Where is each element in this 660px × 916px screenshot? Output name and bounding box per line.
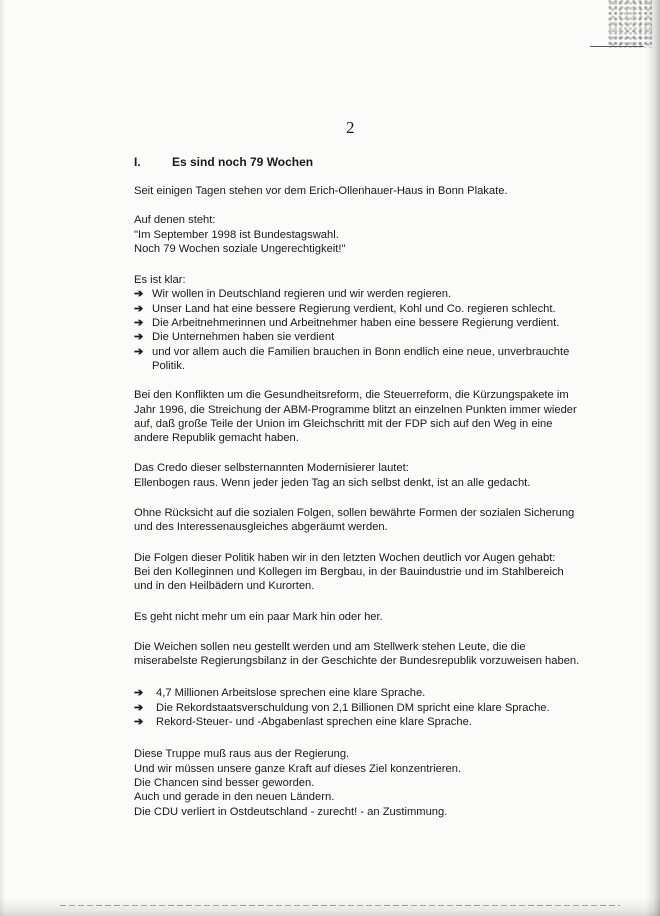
arrow-icon: ➔ [134, 317, 144, 330]
arrow-icon: ➔ [134, 716, 144, 729]
list-item-text: und vor allem auch die Familien brauchen in Bonn endlich eine neue, unverbrauchte Politik. [152, 345, 570, 372]
paragraph-line: Auf denen steht: [134, 214, 216, 227]
section-number: I. [134, 155, 141, 169]
arrow-icon: ➔ [134, 288, 144, 301]
list-item-text: Wir wollen in Deutschland regieren und wir werden regieren. [152, 288, 452, 301]
paragraph-line: Die Chancen sind besser geworden. [134, 776, 315, 789]
arrow-icon: ➔ [134, 345, 144, 358]
paragraph-line: Bei den Kolleginnen und Kollegen im Bergbau, in der Bauindustrie und im Stahlbereich und in den Heilbädern und Kurorten. [134, 565, 564, 593]
list-item-text: Rekord-Steuer- und -Abgabenlast sprechen eine klare Sprache. [156, 716, 472, 729]
list-item [134, 686, 584, 700]
section-title: Es sind noch 79 Wochen [172, 155, 314, 169]
quote-line: "Im September 1998 ist Bundestagswahl. [134, 228, 339, 241]
paragraph [134, 747, 584, 818]
list-item-text: Unser Land hat eine bessere Regierung verdient, Kohl und Co. regieren schlecht. [152, 302, 556, 315]
list-item [134, 715, 584, 729]
arrow-icon: ➔ [134, 701, 144, 714]
paragraph-line: Und wir müssen unsere ganze Kraft auf dieses Ziel konzentrieren. [134, 762, 462, 775]
list-intro: Es ist klar: [134, 274, 186, 287]
section-heading [134, 155, 313, 169]
paragraph [134, 551, 584, 594]
list-item [134, 330, 584, 344]
paragraph: Bei den Konflikten um die Gesundheitsreform, die Steuerreform, die Kürzungspakete im Jahr 1996, die Streichung der ABM-Programme blitzt an einzelnen Punkten immer wieder auf, daß große Teile der Union im Gleichschritt mit der FDP sich auf den Weg in eine andere Republik gemacht haben. [134, 389, 577, 445]
arrow-list [134, 287, 584, 373]
list-item [134, 701, 584, 715]
arrow-icon: ➔ [134, 687, 144, 700]
list-item-text: Die Rekordstaatsverschuldung von 2,1 Billionen DM spricht eine klare Sprache. [156, 701, 550, 714]
list-item [134, 287, 584, 301]
paragraph-line: Auch und gerade in den neuen Ländern. [134, 791, 335, 804]
arrow-list-block [134, 273, 584, 373]
arrow-icon: ➔ [134, 302, 144, 315]
arrow-icon: ➔ [134, 331, 144, 344]
scan-line [590, 46, 644, 47]
paragraph-line: Diese Truppe muß raus aus der Regierung. [134, 748, 350, 761]
paragraph-line: Die CDU verliert in Ostdeutschland - zurecht! - an Zustimmung. [134, 805, 448, 818]
page-number: 2 [346, 118, 355, 137]
list-item [134, 316, 584, 330]
list-item [134, 302, 584, 316]
arrow-list [134, 686, 584, 729]
quote-line: Noch 79 Wochen soziale Ungerechtigkeit!" [134, 242, 346, 255]
paragraph: Ohne Rücksicht auf die sozialen Folgen, sollen bewährte Formen der sozialen Sicherung und des Interessenausgleiches abgeräumt werden. [134, 507, 575, 534]
paragraph: Seit einigen Tagen stehen vor dem Erich-Ollenhauer-Haus in Bonn Plakate. [134, 185, 508, 197]
scan-edge-right [646, 0, 660, 916]
paragraph: Es geht nicht mehr um ein paar Mark hin oder her. [134, 610, 383, 623]
list-item-text: Die Unternehmen haben sie verdient [152, 331, 335, 344]
paragraph: Die Weichen sollen neu gestellt werden und am Stellwerk stehen Leute, die die miserabelste Regierungsbilanz in der Geschichte der Bundesrepublik vorzuweisen haben. [134, 640, 580, 668]
scan-bottom-line [60, 905, 620, 906]
paragraph-line: Die Folgen dieser Politik haben wir in den letzten Wochen deutlich vor Augen gehabt: [134, 551, 556, 564]
paragraph-line: Das Credo dieser selbsternannten Modernisierer lautet: [134, 462, 409, 475]
scan-bottom-shadow [0, 898, 660, 916]
document-body [134, 184, 584, 833]
scan-noise-mark [608, 0, 652, 48]
list-item-text: Die Arbeitnehmerinnen und Arbeitnehmer haben eine bessere Regierung verdient. [152, 317, 560, 330]
list-item-text: 4,7 Millionen Arbeitslose sprechen eine klare Sprache. [156, 687, 426, 700]
paragraph [134, 213, 584, 256]
scan-edge-left [0, 0, 6, 916]
paragraph [134, 461, 584, 490]
paragraph-line: Ellenbogen raus. Wenn jeder jeden Tag an sich selbst denkt, ist an alle gedacht. [134, 476, 531, 489]
list-item [134, 345, 584, 374]
